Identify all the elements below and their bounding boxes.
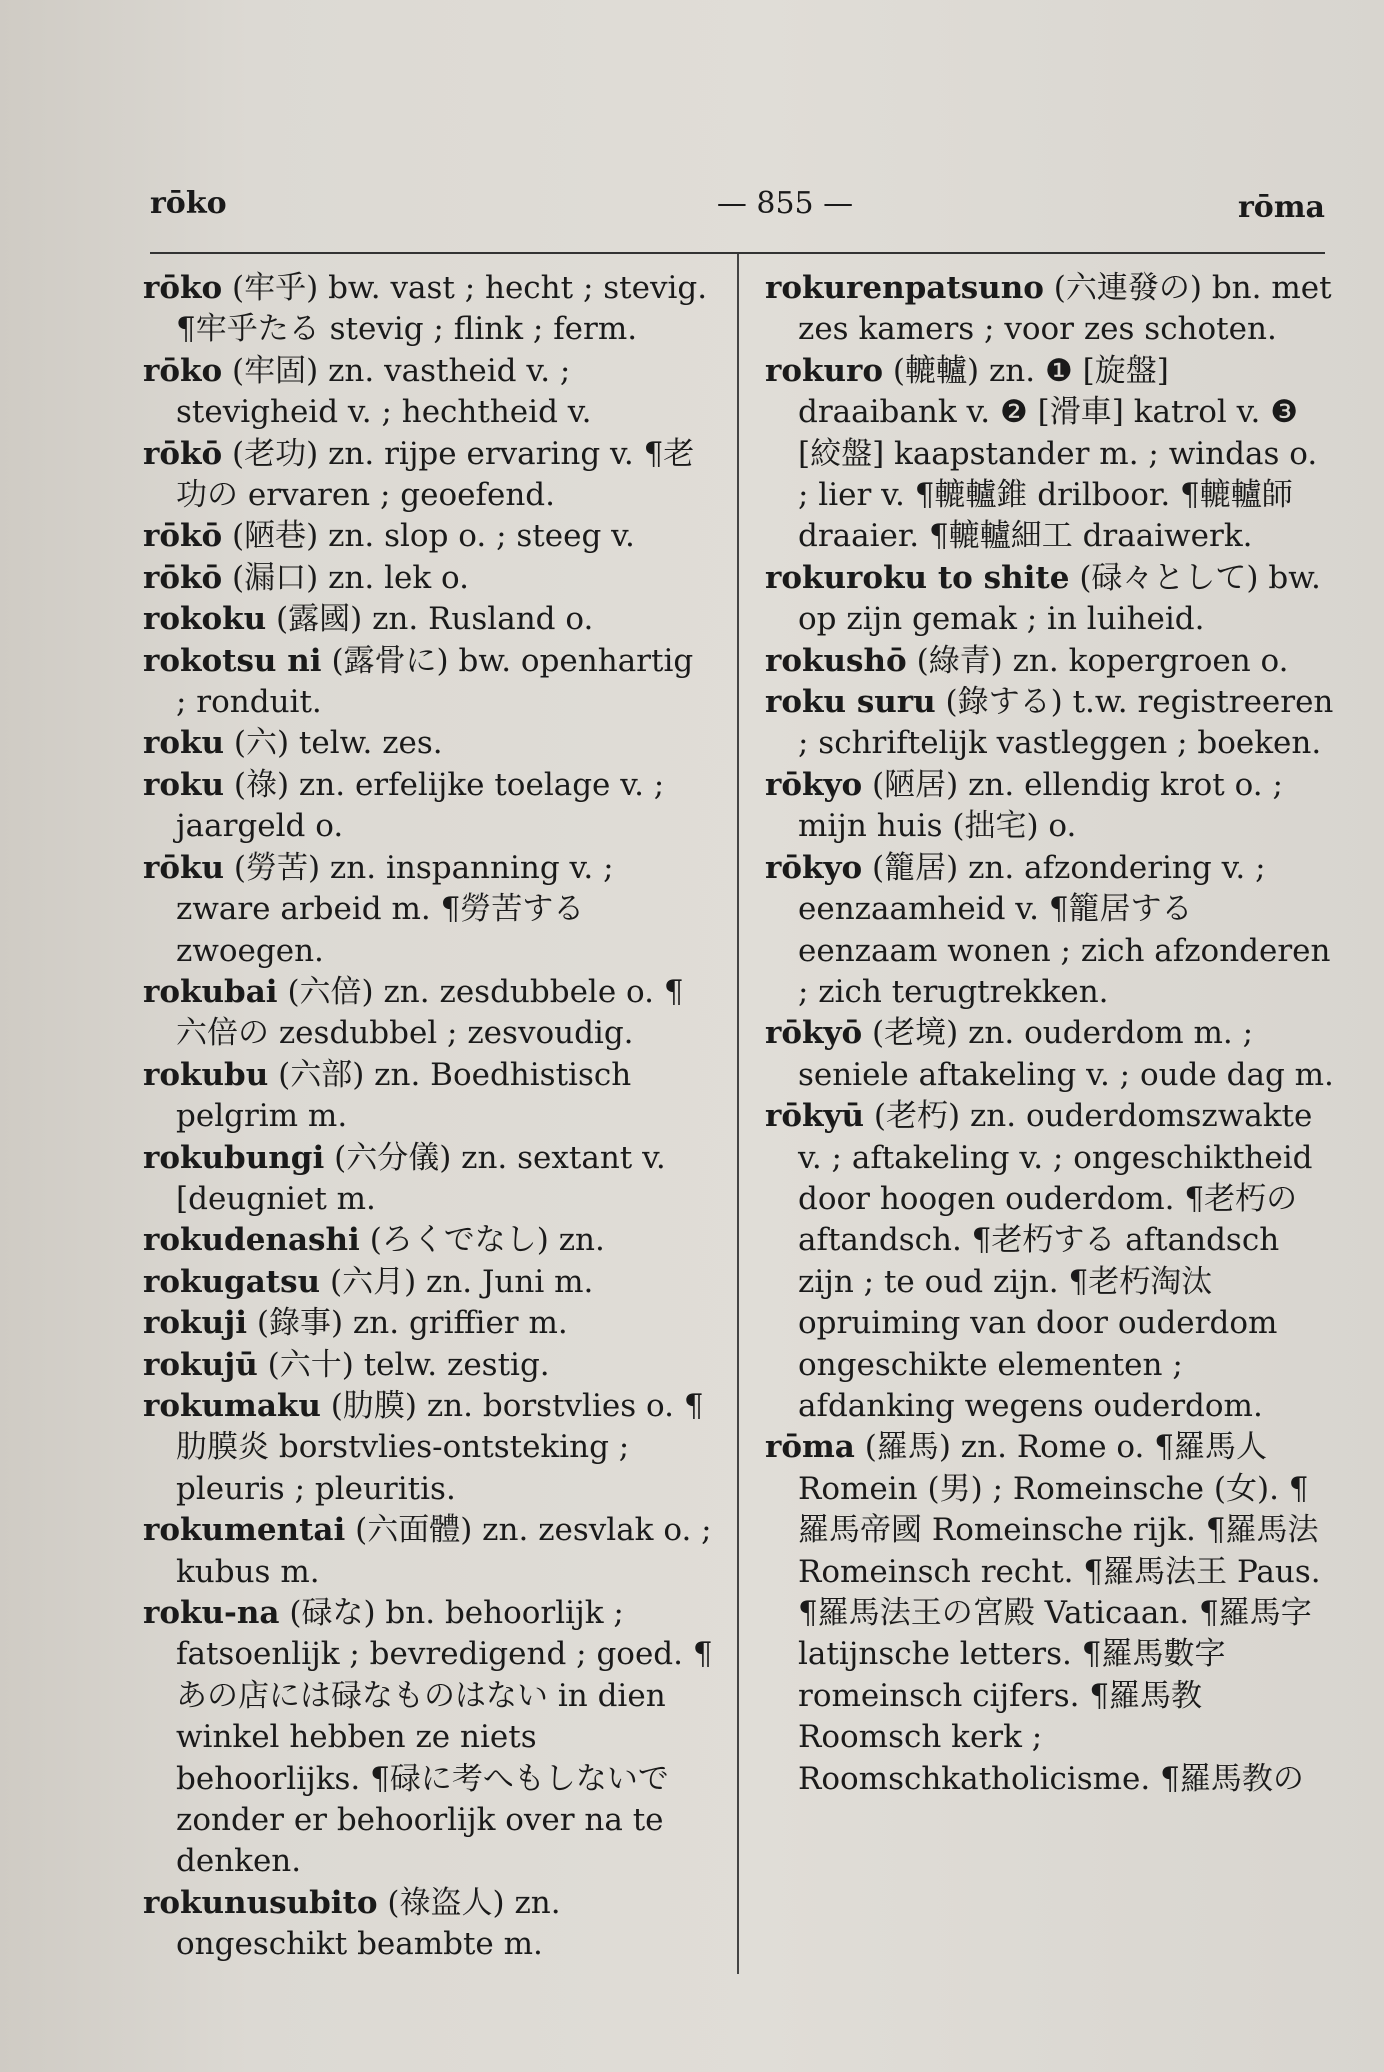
entry-headword: rokugatsu — [143, 1263, 321, 1300]
dictionary-entry — [143, 1593, 713, 1883]
entry-headword: rokubu — [143, 1056, 269, 1093]
dictionary-entry — [143, 558, 713, 599]
entry-definition: (綠青) zn. kopergroen o. — [916, 642, 1289, 679]
entry-headword: rōkyū — [765, 1098, 865, 1135]
dictionary-entry — [143, 1883, 713, 1966]
left-running-head: rōko — [150, 186, 227, 221]
dictionary-entry — [143, 1345, 713, 1386]
dictionary-entry — [765, 1427, 1335, 1800]
dictionary-entry — [143, 972, 713, 1055]
dictionary-entry — [143, 765, 713, 848]
entry-headword: rokuroku to shite — [765, 559, 1070, 596]
entry-definition: (祿) zn. erfelijke toelage v. ; jaargeld o. — [176, 766, 665, 845]
entry-headword: roku suru — [765, 684, 936, 721]
left-column — [143, 268, 713, 1966]
entry-definition: (老功) zn. rijpe ervaring v. ¶老功の ervaren ; geoefend. — [176, 435, 695, 514]
dictionary-entry — [143, 1303, 713, 1344]
dictionary-entry — [143, 516, 713, 557]
entry-headword: rōkyo — [765, 766, 863, 803]
entry-headword: rōko — [143, 270, 223, 306]
entry-definition: (六面體) zn. zesvlak o. ; kubus m. — [176, 1512, 712, 1590]
dictionary-entry — [765, 268, 1335, 351]
entry-headword: rokubungi — [143, 1139, 325, 1176]
entry-definition: (肋膜) zn. borstvlies o. ¶肋膜炎 borstvlies-ontsteking ; pleuris ; pleuritis. — [176, 1387, 704, 1507]
entry-headword: rokubai — [143, 973, 278, 1010]
dictionary-entry — [143, 723, 713, 764]
dictionary-entry — [143, 1262, 713, 1303]
entry-headword: rokushō — [765, 642, 907, 679]
entry-headword: rōkyō — [765, 1015, 863, 1052]
entry-definition: (錄する) t.w. registreeren ; schriftelijk vastleggen ; boeken. — [798, 684, 1334, 762]
dictionary-entry — [143, 351, 713, 434]
dictionary-entry — [765, 1096, 1335, 1427]
entry-definition: (祿盗人) zn. ongeschikt beambte m. — [176, 1884, 561, 1963]
entry-headword: rokotsu ni — [143, 642, 322, 679]
entry-definition: (露骨に) bw. openhartig ; ronduit. — [176, 642, 694, 721]
dictionary-entry — [765, 351, 1335, 558]
entry-definition: (ろくでなし) zn. — [369, 1222, 605, 1259]
entry-definition: (牢固) zn. vastheid v. ; stevigheid v. ; hechtheid v. — [176, 352, 592, 431]
entry-headword: rōko — [143, 352, 223, 389]
entry-headword: rōkō — [143, 435, 223, 472]
entry-definition: (漏口) zn. lek o. — [232, 559, 469, 596]
entry-definition: (六分儀) zn. sextant v. [deugniet m. — [176, 1139, 666, 1217]
entry-headword: rokujū — [143, 1346, 258, 1383]
dictionary-entry — [143, 1510, 713, 1593]
entry-definition: (陋巷) zn. slop o. ; steeg v. — [232, 518, 635, 555]
entry-definition: (碌な) bn. behoorlijk ; fatsoenlijk ; bevredigend ; goed. ¶あの店には碌なものはない in dien winkel hebben ze niets behoorlijks. ¶碌に考へもしないで zonder er behoorlijk over na te denken. — [176, 1595, 713, 1880]
entry-headword: rokurenpatsuno — [765, 270, 1044, 306]
entry-definition: (六) telw. zes. — [233, 725, 443, 762]
right-running-head: rōma — [1238, 190, 1325, 225]
entry-definition: (老境) zn. ouderdom m. ; seniele aftakeling v. ; oude dag m. — [798, 1015, 1334, 1093]
dictionary-entry — [143, 434, 713, 517]
dictionary-entry — [765, 765, 1335, 848]
entry-headword: rokunusubito — [143, 1884, 378, 1921]
entry-definition: (六月) zn. Juni m. — [329, 1263, 594, 1300]
entry-headword: rokuji — [143, 1305, 248, 1342]
entry-definition: (六倍) zn. zesdubbele o. ¶六倍の zesdubbel ; zesvoudig. — [176, 973, 684, 1052]
entry-headword: rokumaku — [143, 1387, 321, 1424]
dictionary-entry — [143, 1138, 713, 1221]
entry-headword: rōma — [765, 1429, 855, 1466]
column-divider — [737, 254, 739, 1974]
dictionary-entry — [143, 599, 713, 640]
entry-headword: rōku — [143, 849, 225, 886]
entry-definition: (牢乎) bw. vast ; hecht ; stevig. ¶牢乎たる stevig ; flink ; ferm. — [176, 270, 708, 348]
entry-definition: (六部) zn. Boedhistisch pelgrim m. — [176, 1056, 632, 1135]
entry-headword: rokumentai — [143, 1512, 346, 1549]
entry-headword: rōkō — [143, 559, 223, 596]
entry-definition: (羅馬) zn. Rome o. ¶羅馬人 Romein (男) ; Romeinsche (女). ¶羅馬帝國 Romeinsche rijk. ¶羅馬法 Romeinsch recht. ¶羅馬法王 Paus. ¶羅馬法王の宮殿 Vaticaan. ¶羅馬字 latijnsche letters. ¶羅馬數字 romeinsch cijfers. ¶羅馬教 Roomsch kerk ; Roomschkatholicisme. ¶羅馬教の — [798, 1429, 1321, 1797]
dictionary-entry — [765, 641, 1335, 682]
entry-definition: (露國) zn. Rusland o. — [276, 601, 594, 638]
entry-definition: (籠居) zn. afzondering v. ; eenzaamheid v. ¶籠居する eenzaam wonen ; zich afzonderen ; zich terugtrekken. — [798, 849, 1331, 1010]
dictionary-entry — [765, 682, 1335, 765]
dictionary-entry — [143, 268, 713, 351]
dictionary-entry — [143, 848, 713, 972]
dictionary-entry — [765, 1013, 1335, 1096]
dictionary-entry — [143, 1220, 713, 1261]
page-number: — 855 — — [716, 186, 854, 221]
entry-headword: roku — [143, 766, 225, 803]
entry-headword: roku-na — [143, 1595, 280, 1631]
page-header — [150, 186, 1325, 236]
dictionary-entry — [765, 848, 1335, 1014]
dictionary-entry — [143, 1386, 713, 1510]
entry-definition: (六十) telw. zestig. — [267, 1346, 550, 1383]
entry-definition: (勞苦) zn. inspanning v. ; zware arbeid m. ¶勞苦する zwoegen. — [176, 849, 614, 969]
entry-definition: (陋居) zn. ellendig krot o. ; mijn huis (拙宅) o. — [798, 766, 1283, 845]
dictionary-entry — [143, 1055, 713, 1138]
dictionary-entry — [143, 641, 713, 724]
entry-headword: roku — [143, 725, 225, 762]
entry-headword: rōkō — [143, 518, 223, 555]
entry-headword: rokudenashi — [143, 1222, 360, 1259]
entry-definition: (轆轤) zn. ❶ [旋盤] draaibank v. ❷ [滑車] katrol v. ❸ [絞盤] kaapstander m. ; windas o. ; lier v. ¶轆轤錐 drilboor. ¶轆轤師 draaier. ¶轆轤細工 draaiwerk. — [798, 352, 1318, 555]
entry-headword: rokuro — [765, 352, 884, 389]
dictionary-entry — [765, 558, 1335, 641]
entry-definition: (錄事) zn. griffier m. — [256, 1305, 568, 1342]
entry-definition: (老朽) zn. ouderdomszwakte v. ; aftakeling v. ; ongeschiktheid door hoogen ouderdom. ¶老朽の aftandsch. ¶老朽する aftandsch zijn ; te oud zijn. ¶老朽淘汰 opruiming van door ouderdom ongeschikte elementen ; afdanking wegens ouderdom. — [798, 1098, 1313, 1424]
entry-headword: rokoku — [143, 601, 267, 638]
entry-definition: (六連發の) bn. met zes kamers ; voor zes schoten. — [798, 270, 1332, 348]
right-column — [765, 268, 1335, 1800]
entry-headword: rōkyo — [765, 849, 863, 886]
entry-definition: (碌々として) bw. op zijn gemak ; in luiheid. — [798, 559, 1321, 638]
